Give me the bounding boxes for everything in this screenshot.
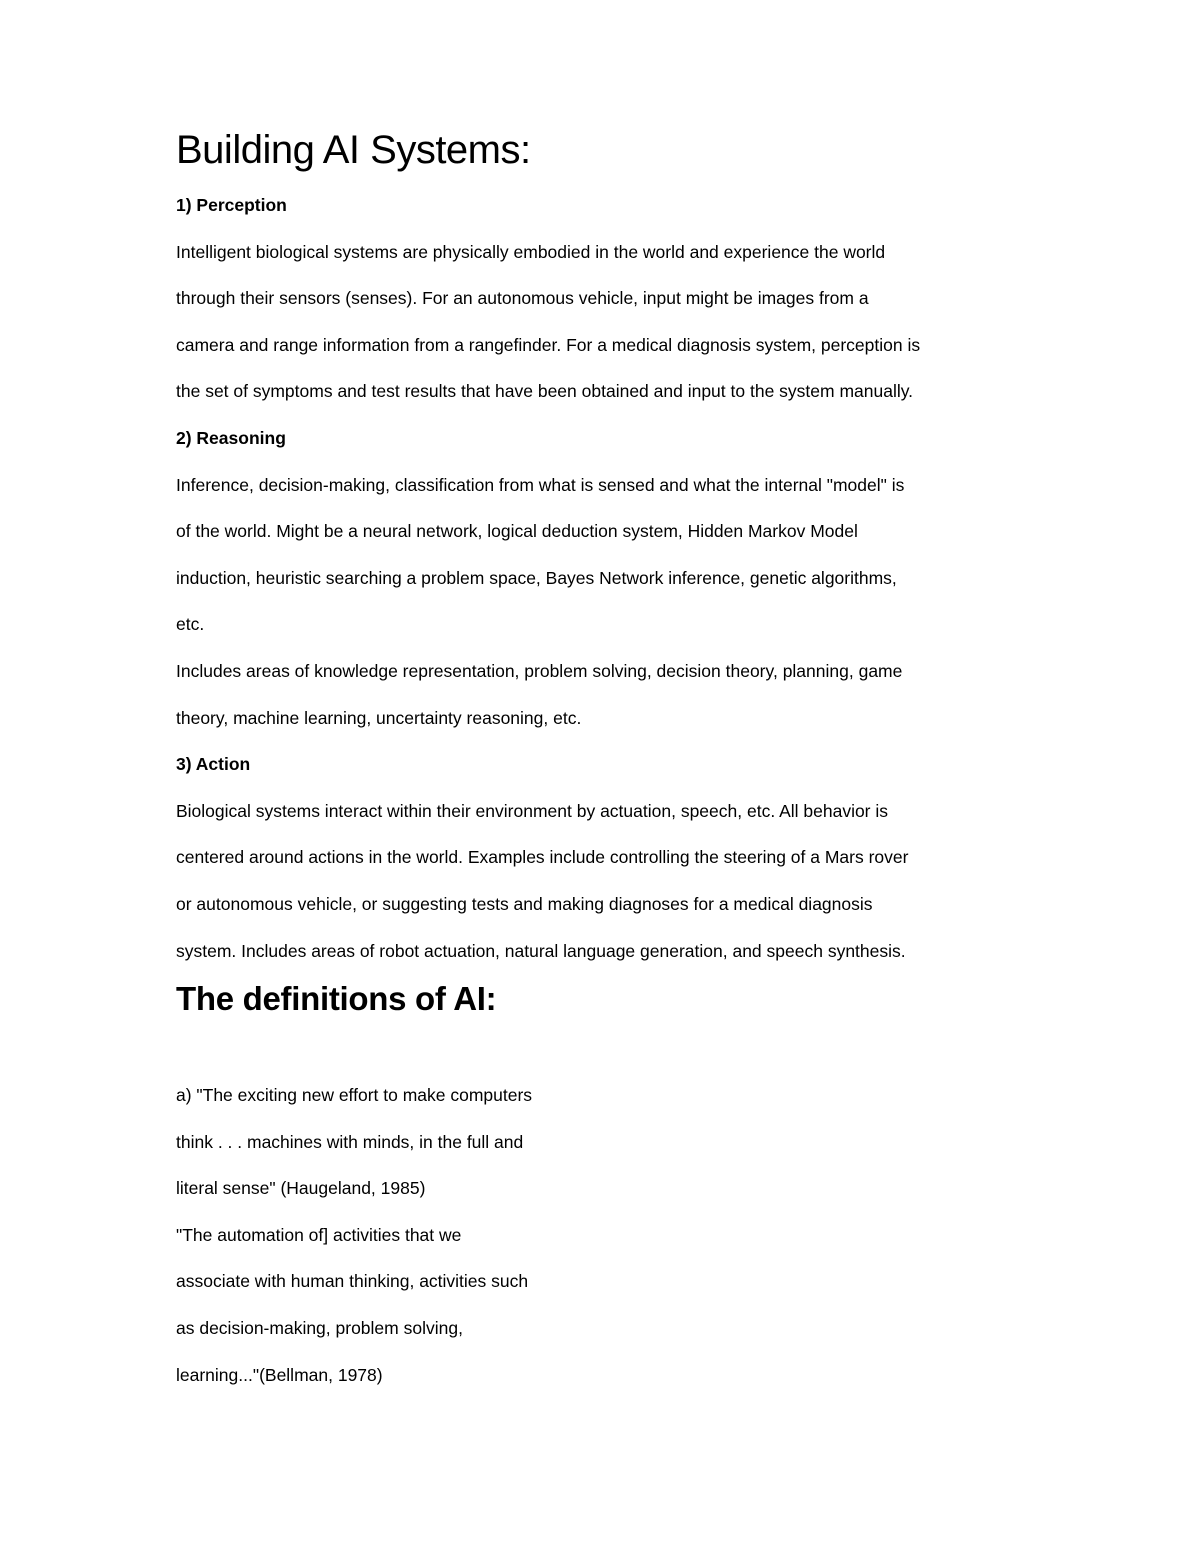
document-content [176, 118, 1036, 1398]
perception-line: camera and range information from a rangefinder. For a medical diagnosis system, perception is [176, 334, 921, 355]
definition-line: learning..."(Bellman, 1978) [176, 1364, 383, 1385]
perception-line: through their sensors (senses). For an autonomous vehicle, input might be images from a [176, 288, 869, 309]
section-heading-action: 3) Action [176, 754, 251, 775]
reasoning-line: of the world. Might be a neural network, logical deduction system, Hidden Markov Model [176, 521, 858, 542]
reasoning-line: Inference, decision-making, classification from what is sensed and what the internal "model" is [176, 474, 905, 495]
definition-line: literal sense" (Haugeland, 1985) [176, 1178, 426, 1199]
section-heading-perception: 1) Perception [176, 195, 287, 215]
action-line: centered around actions in the world. Examples include controlling the steering of a Mars rover [176, 847, 909, 868]
definition-line: associate with human thinking, activities such [176, 1271, 529, 1292]
action-line: Biological systems interact within their environment by actuation, speech, etc. All behavior is [176, 800, 889, 821]
reasoning-line: Includes areas of knowledge representation, problem solving, decision theory, planning, game [176, 660, 903, 681]
definition-line: think . . . machines with minds, in the full and [176, 1131, 524, 1152]
definition-line: as decision-making, problem solving, [176, 1318, 463, 1339]
page-title: Building AI Systems: [176, 128, 531, 172]
section-heading-reasoning: 2) Reasoning [176, 427, 286, 448]
definition-line: a) "The exciting new effort to make computers [176, 1085, 533, 1106]
reasoning-line: induction, heuristic searching a problem space, Bayes Network inference, genetic algorithms, [176, 567, 897, 588]
reasoning-line: etc. [176, 614, 205, 635]
reasoning-line: theory, machine learning, uncertainty reasoning, etc. [176, 707, 582, 728]
action-line: system. Includes areas of robot actuation, natural language generation, and speech synthesis. [176, 940, 906, 961]
definition-line: "The automation of] activities that we [176, 1224, 462, 1245]
perception-line: Intelligent biological systems are physically embodied in the world and experience the world [176, 241, 886, 262]
definitions-title: The definitions of AI: [176, 980, 497, 1018]
action-line: or autonomous vehicle, or suggesting tests and making diagnoses for a medical diagnosis [176, 893, 873, 914]
spacer [176, 1024, 1036, 1072]
perception-line: the set of symptoms and test results that have been obtained and input to the system manually. [176, 381, 914, 402]
